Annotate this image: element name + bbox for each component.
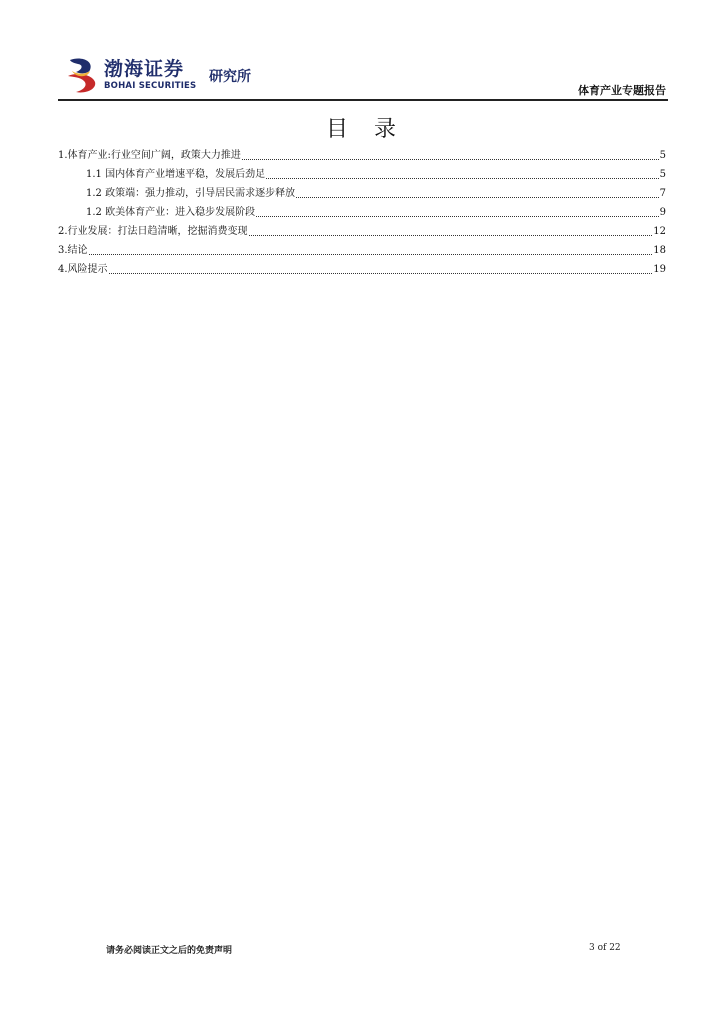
logo-english-name: BOHAI SECURITIES <box>104 81 197 91</box>
logo-chinese-name: 渤海证券 <box>104 58 185 80</box>
toc-entry-text: 4.风险提示 <box>58 264 108 275</box>
toc-leader-dots <box>296 197 659 198</box>
toc-leader-dots <box>249 235 653 236</box>
toc-entry[interactable] <box>58 241 666 260</box>
toc-entry-page: 18 <box>653 245 666 256</box>
page-header <box>58 50 668 100</box>
bohai-logo-icon <box>66 56 98 94</box>
bohai-securities-logo <box>66 54 266 98</box>
toc-entry-page: 19 <box>653 264 666 275</box>
toc-entry-page: 9 <box>659 207 666 218</box>
toc-entry-text: 1.体育产业:行业空间广阔，政策大力推进 <box>58 150 241 161</box>
toc-leader-dots <box>109 273 653 274</box>
page-number: 3 of 22 <box>589 943 621 953</box>
toc-leader-dots <box>242 159 659 160</box>
institute-label: 研究所 <box>209 69 251 85</box>
disclaimer-note: 请务必阅读正文之后的免责声明 <box>106 946 233 956</box>
toc-entry-text: 1.1 国内体育产业增速平稳，发展后劲足 <box>86 169 266 180</box>
toc-entry-page: 5 <box>659 169 666 180</box>
toc-leader-dots <box>89 254 653 255</box>
toc-entry[interactable] <box>58 165 666 184</box>
toc-entry-text: 1.2 政策端：强力推动，引导居民需求逐步释放 <box>86 188 296 199</box>
toc-entry[interactable] <box>58 146 666 165</box>
toc-leader-dots <box>266 178 659 179</box>
toc-entry[interactable] <box>58 184 666 203</box>
toc-entry-page: 7 <box>659 188 666 199</box>
toc-entry[interactable] <box>58 203 666 222</box>
toc-leader-dots <box>256 216 659 217</box>
table-of-contents <box>58 146 666 279</box>
toc-entry[interactable] <box>58 222 666 241</box>
toc-entry-text: 1.2 欧美体育产业：进入稳步发展阶段 <box>86 207 256 218</box>
toc-entry-page: 12 <box>653 226 666 237</box>
toc-title: 目 录 <box>325 117 398 142</box>
report-type-label: 体育产业专题报告 <box>578 84 666 97</box>
toc-entry-text: 3.结论 <box>58 245 88 256</box>
toc-entry-text: 2.行业发展：打法日趋清晰，挖掘消费变现 <box>58 226 248 237</box>
toc-entry[interactable] <box>58 260 666 279</box>
toc-entry-page: 5 <box>659 150 666 161</box>
header-divider <box>58 99 668 101</box>
